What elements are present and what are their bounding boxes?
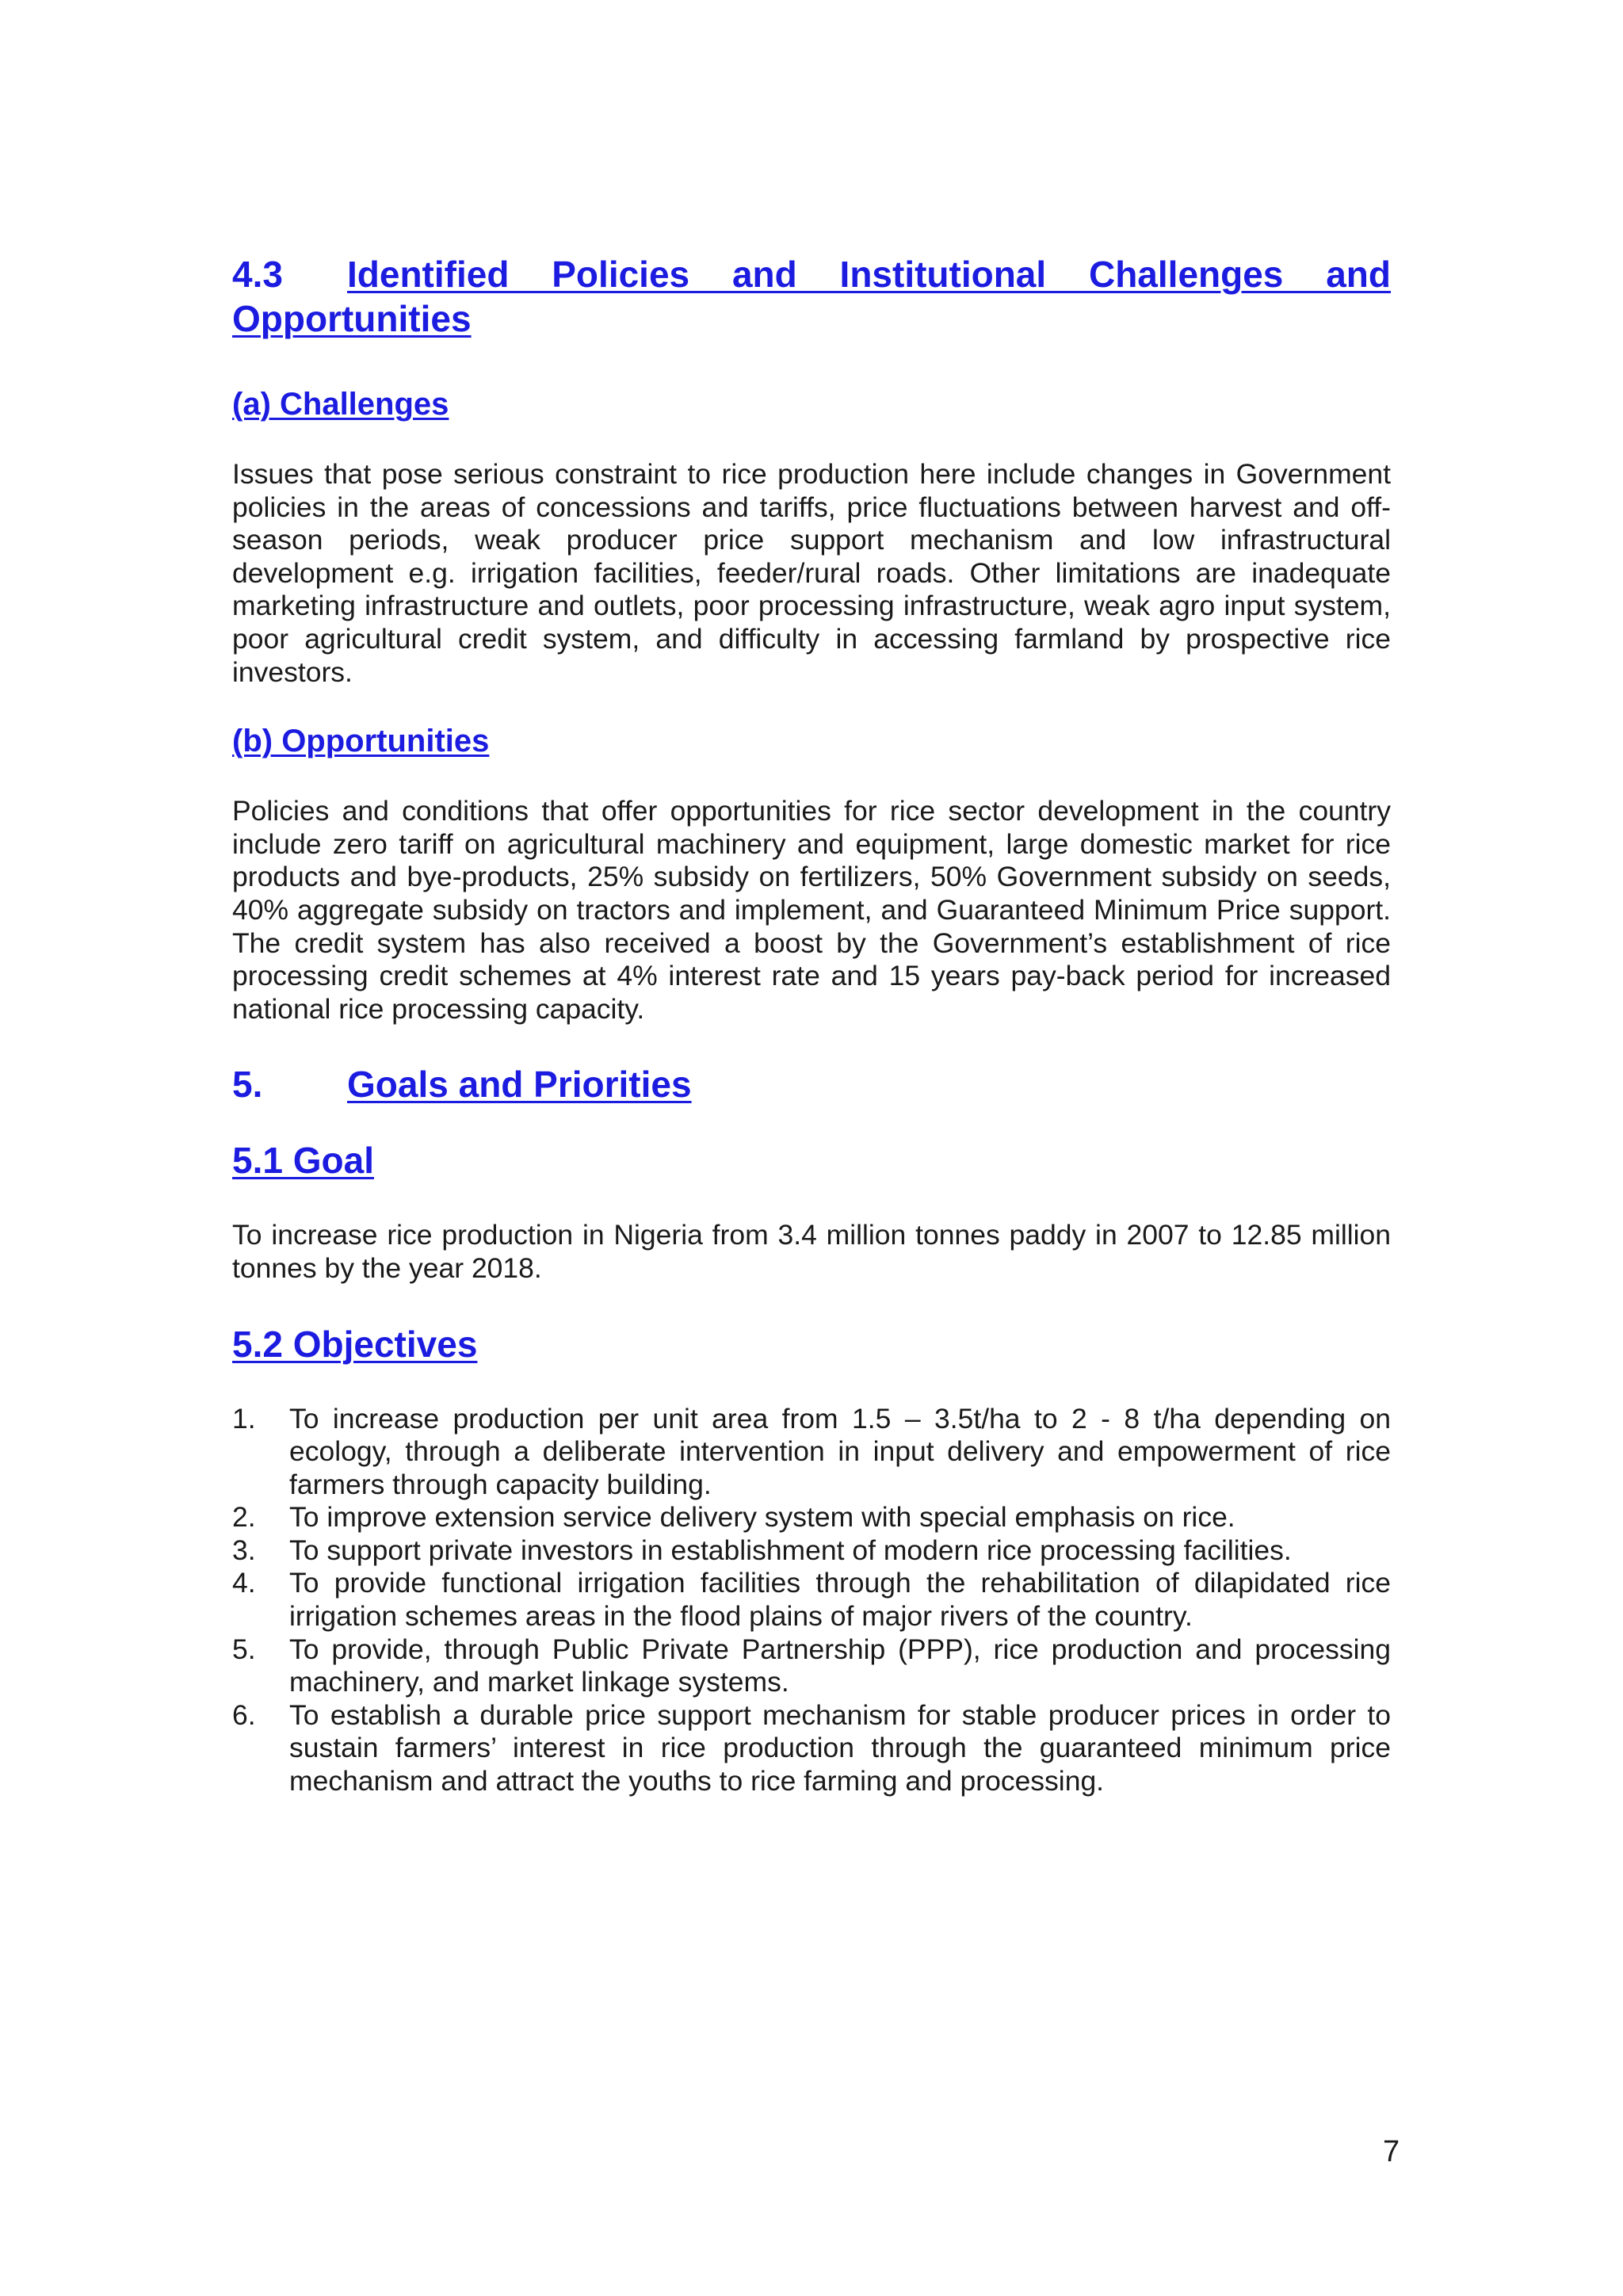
objective-text: To support private investors in establishment of modern rice processing facilities. bbox=[289, 1534, 1292, 1566]
objective-item bbox=[232, 1633, 1391, 1699]
opportunities-heading: (b) Opportunities bbox=[232, 724, 490, 759]
objective-number: 6. bbox=[232, 1698, 256, 1731]
opportunities-paragraph: Policies and conditions that offer opportunities for rice sector development in the country include zero tariff on agricultural machinery and equipment, large domestic market for rice products and bye-products, 25% subsidy on fertilizers, 50% Government subsidy on seeds, 40% aggregate subsidy on tractors and implement, and Guaranteed Minimum Price support. The credit system has also received a boost by the Government’s establishment of rice processing credit schemes at 4% interest rate and 15 years pay-back period for increased national rice processing capacity. bbox=[232, 795, 1391, 1025]
goal-heading: 5.1 Goal bbox=[232, 1140, 374, 1182]
document-page bbox=[232, 252, 1391, 1798]
objective-text: To increase production per unit area from 1.5 – 3.5t/ha to 2 - 8 t/ha depending on ecology, through a deliberate intervention in input delivery and empowerment of rice farmers through capacity building. bbox=[289, 1402, 1391, 1500]
objective-item bbox=[232, 1403, 1391, 1502]
objectives-list bbox=[232, 1403, 1391, 1798]
objective-number: 1. bbox=[232, 1402, 256, 1435]
section-4-3-heading bbox=[232, 252, 1391, 341]
objective-item bbox=[232, 1699, 1391, 1798]
section-4-3-number: 4.3 bbox=[232, 254, 283, 295]
objective-text: To provide functional irrigation facilities through the rehabilitation of dilapidated rice irrigation schemes areas in the flood plains of major rivers of the country. bbox=[289, 1567, 1391, 1633]
objective-number: 4. bbox=[232, 1567, 256, 1599]
section-5-heading bbox=[232, 1062, 1391, 1106]
section-4-3-title: Identified Policies and Institutional Challenges and Opportunities bbox=[232, 254, 1391, 339]
page-number: 7 bbox=[1383, 2135, 1400, 2168]
objective-text: To improve extension service delivery system with special emphasis on rice. bbox=[289, 1501, 1235, 1534]
objectives-heading: 5.2 Objectives bbox=[232, 1323, 478, 1365]
objective-number: 3. bbox=[232, 1534, 256, 1566]
objective-number: 5. bbox=[232, 1633, 256, 1665]
goal-paragraph: To increase rice production in Nigeria from 3.4 million tonnes paddy in 2007 to 12.85 million tonnes by the year 2018. bbox=[232, 1219, 1391, 1284]
objective-item bbox=[232, 1534, 1391, 1568]
objective-item bbox=[232, 1567, 1391, 1633]
objective-number: 2. bbox=[232, 1501, 256, 1534]
section-5-number: 5. bbox=[232, 1064, 263, 1106]
objective-item bbox=[232, 1501, 1391, 1534]
section-5-title: Goals and Priorities bbox=[347, 1064, 692, 1106]
challenges-paragraph: Issues that pose serious constraint to rice production here include changes in Government policies in the areas of concessions and tariffs, price fluctuations between harvest and off-season periods, weak producer price support mechanism and low infrastructural development e.g. irrigation facilities, feeder/rural roads. Other limitations are inadequate marketing infrastructure and outlets, poor processing infrastructure, weak agro input system, poor agricultural credit system, and difficulty in accessing farmland by prospective rice investors. bbox=[232, 458, 1391, 688]
objective-text: To establish a durable price support mechanism for stable producer prices in order to sustain farmers’ interest in rice production through the guaranteed minimum price mechanism and attract the youths to rice farming and processing. bbox=[289, 1698, 1391, 1797]
challenges-heading: (a) Challenges bbox=[232, 387, 449, 422]
objective-text: To provide, through Public Private Partnership (PPP), rice production and processing machinery, and market linkage systems. bbox=[289, 1633, 1391, 1698]
